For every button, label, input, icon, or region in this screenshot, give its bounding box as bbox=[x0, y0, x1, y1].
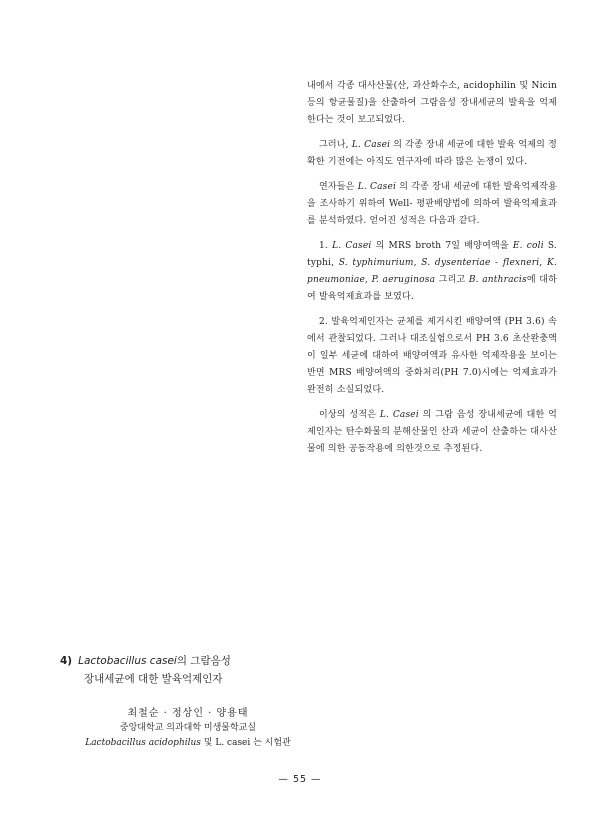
heading-title: 의 그람음성 bbox=[176, 655, 231, 667]
author-names: 최철순 · 정상인 · 양용태 bbox=[127, 708, 249, 719]
body-column bbox=[307, 78, 557, 466]
section-number: 4) bbox=[60, 655, 73, 667]
species-name: L. Casei bbox=[357, 182, 397, 192]
heading-species: Lactobacillus casei bbox=[78, 655, 177, 667]
affiliation: 중앙대학교 의과대학 미생물학교실 bbox=[119, 723, 257, 733]
species-name: L. Casei bbox=[351, 140, 391, 150]
species-name: L. Casei bbox=[379, 410, 419, 420]
paragraph-intro-continued: 내에서 각종 대사산물(산, 과산화수소, acidophilin 및 Nicin 등의 항균물질)을 산출하여 그람음성 장내세균의 발육을 억제한다는 것이 보고되었다. bbox=[307, 81, 557, 125]
result-2: 2. 발육억제인자는 균체를 제거시킨 배양여액 (PH 3.6) 속에서 관찰되었다. 그러나 대조실험으로서 PH 3.6 초산완충액이 일부 세균에 대하여 배양여액과 유사한 억제작용을 보이는 반면 MRS 배양여액의 중화처리(PH 7.0)시에는 억제효과가 완전히 소실되었다. bbox=[307, 317, 557, 395]
paragraph-method: 연자들은 L. Casei 의 각종 장내 세균에 대한 발육억제작용을 조사하기 위하여 Well- 평판배양법에 의하여 발육억제효과를 분석하였다. 얻어진 성적은 다음과 같다. bbox=[307, 182, 558, 226]
author-block bbox=[78, 706, 298, 751]
heading-subtitle: 장내세균에 대한 발육억제인자 bbox=[84, 673, 223, 685]
paragraph-controversy: 그러나, L. Casei 의 각종 장내 세균에 대한 발육 억제의 정확한 기전에는 아직도 연구자에 따라 많은 논쟁이 있다. bbox=[307, 140, 557, 167]
section-heading bbox=[60, 652, 300, 688]
page-number: — 55 — bbox=[278, 774, 322, 785]
result-1: 1. L. Casei 의 MRS broth 7일 배양여액을 E. coli S. typhi, S. typhimurium, S. dysenteriae - flexneri, K. pneumoniae, P. aeruginosa 그리고 B. anthracis에 대하여 발육억제효과를 보였다. bbox=[307, 241, 557, 302]
paragraph-conclusion: 이상의 성적은 L. Casei 의 그람 음성 장내세균에 대한 억제인자는 탄수화물의 분해산물인 산과 세균이 산출하는 대사산물에 의한 공동작용에 의한것으로 추정된다. bbox=[307, 410, 557, 454]
abstract-start: Lactobacillus acidophilus 및 L. casei 는 시험관 bbox=[85, 738, 291, 748]
